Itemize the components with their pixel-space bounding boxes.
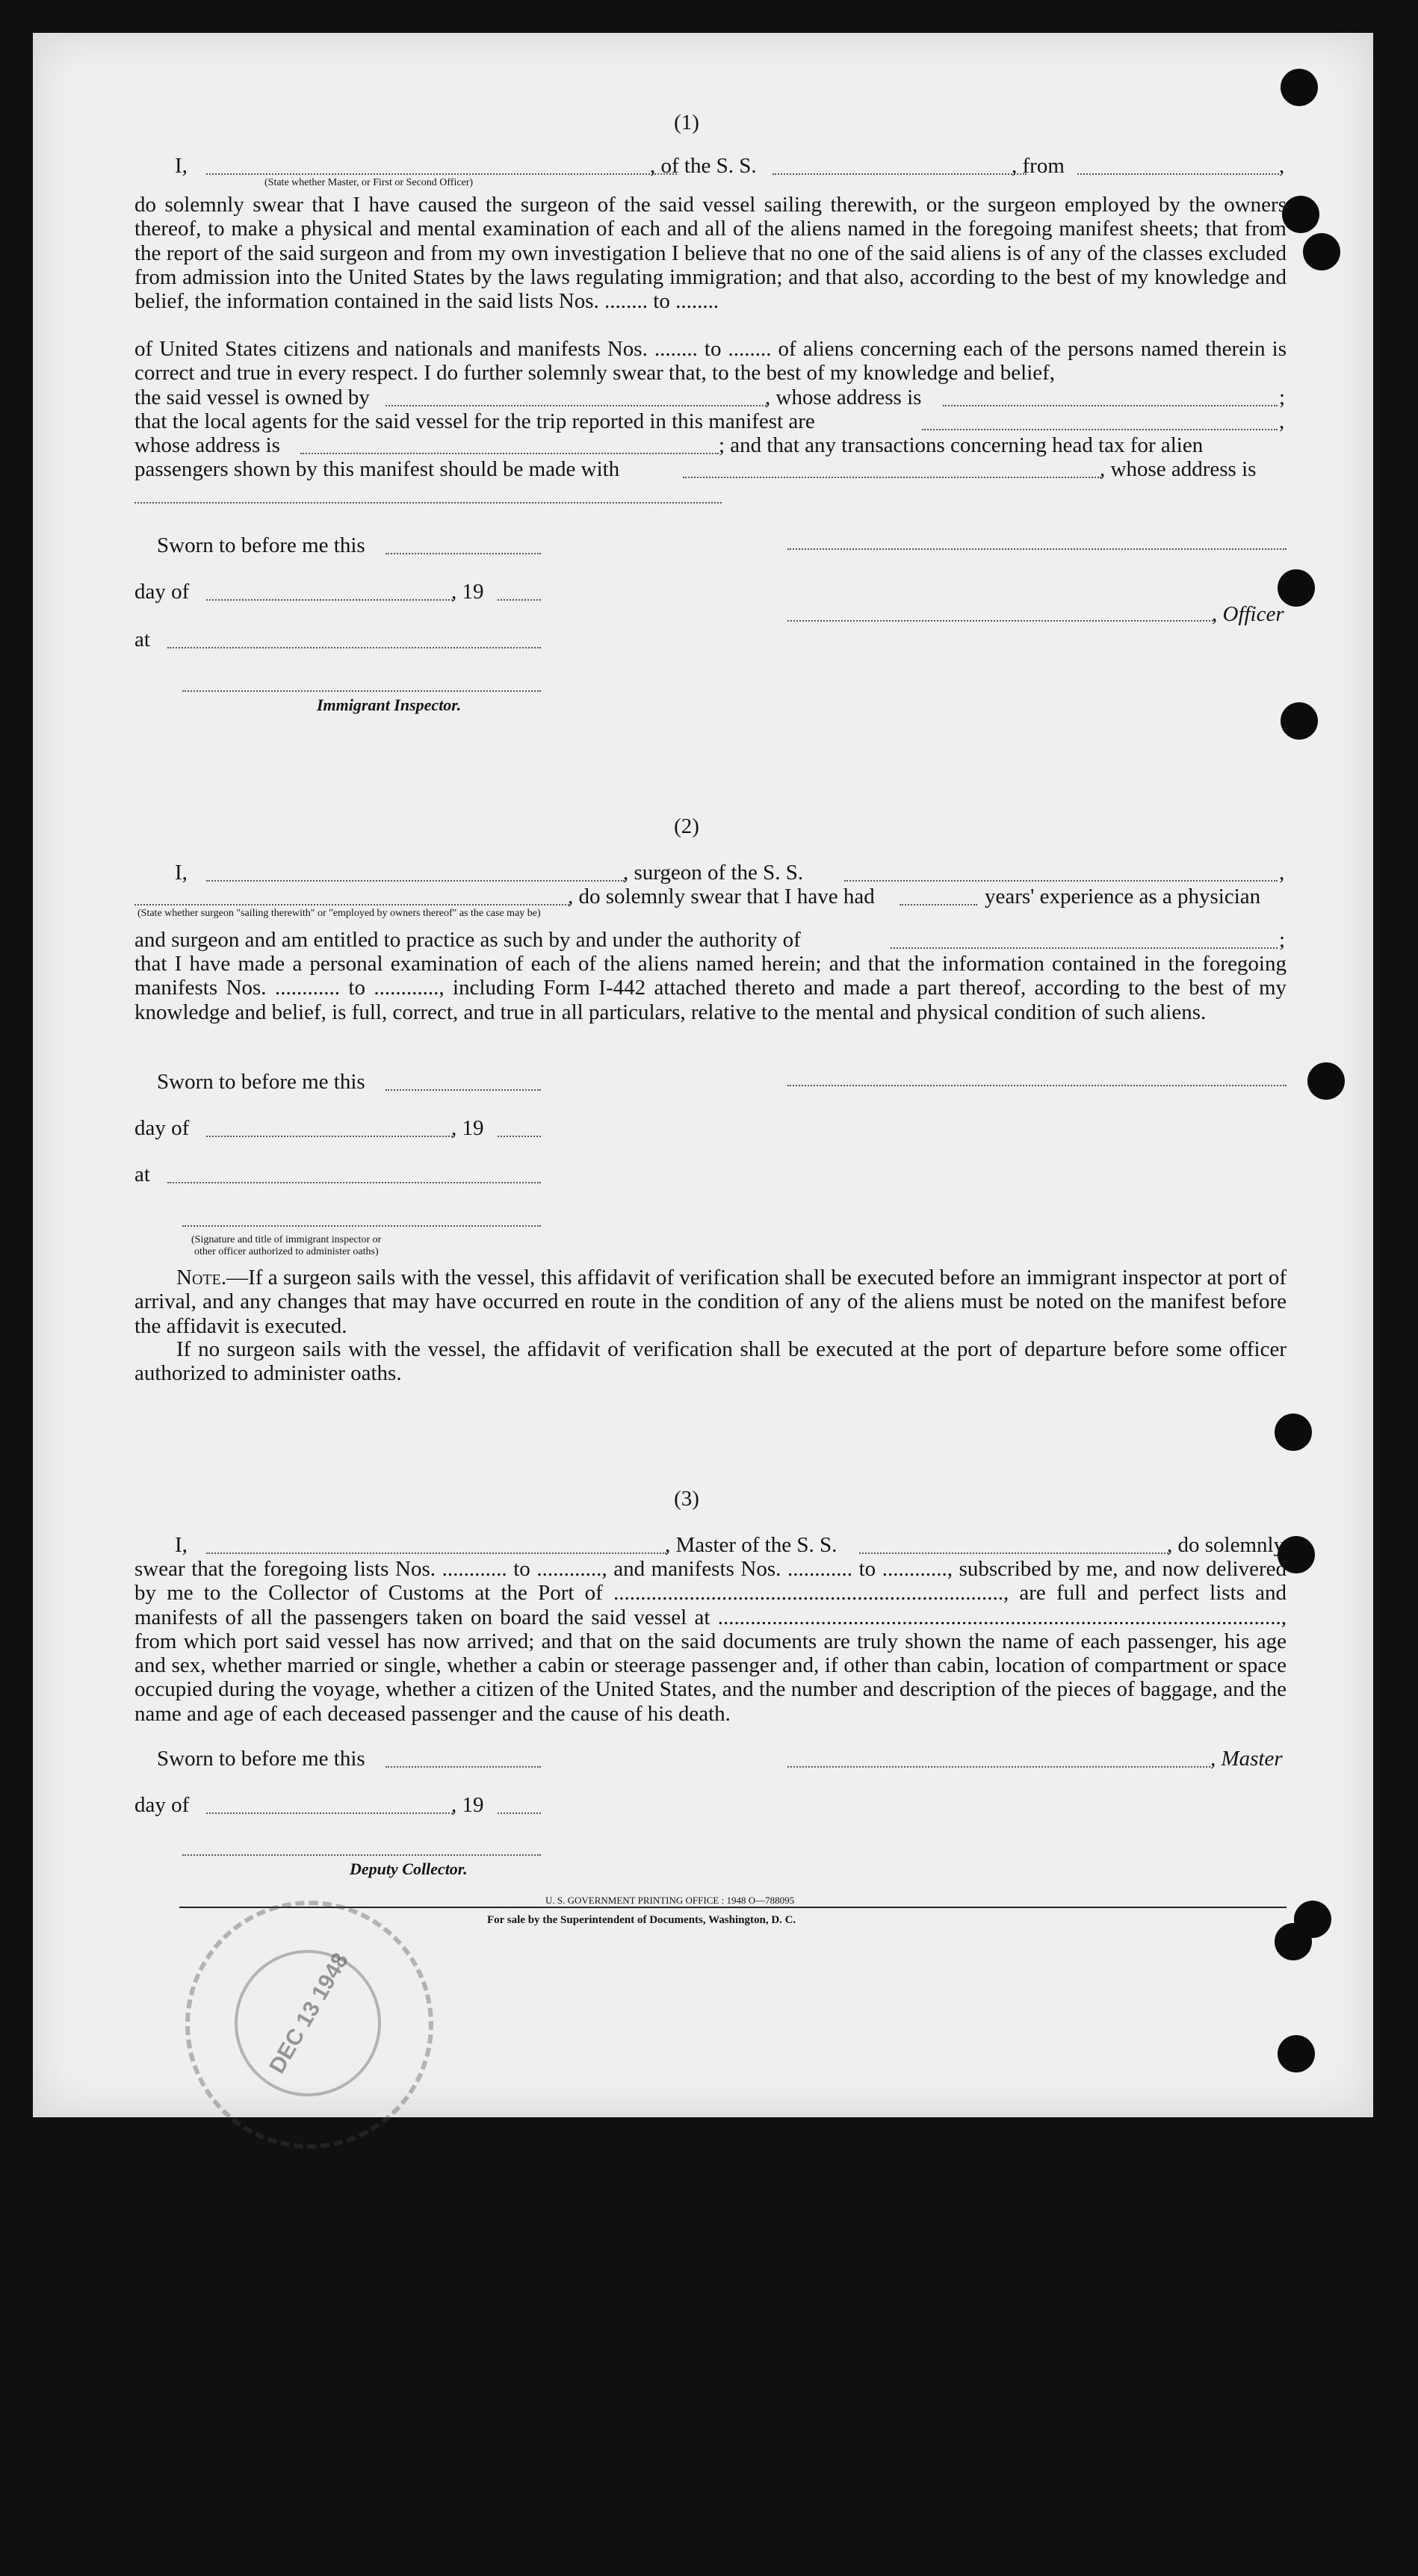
s1-head-tax-address-field[interactable] bbox=[134, 502, 722, 504]
s1-agents-field[interactable] bbox=[922, 429, 1278, 430]
s2-note bbox=[134, 1266, 1287, 1337]
s3-sworn-day-field[interactable] bbox=[386, 1766, 541, 1768]
s2-month-field[interactable] bbox=[206, 1136, 453, 1137]
s3-day-of: day of bbox=[134, 1793, 190, 1817]
s1-paragraph-2: of United States citizens and nationals and manifests Nos. ........ to ........ of aliens concerning each of the persons named therein is correct and true in every respect. I do further solemnly swear that, to the best of my knowledge and belief, bbox=[134, 337, 1287, 386]
s2-vessel-field[interactable] bbox=[844, 880, 1278, 882]
s2-note-text: —If a surgeon sails with the vessel, this affidavit of verification shall be executed before an immigrant inspector at port of arrival, and any changes that may have occurred en route in the condition of any of the aliens must be noted on the manifest before the affidavit is executed. bbox=[134, 1266, 1287, 1338]
s1-from: , from bbox=[1012, 154, 1065, 178]
s1-vessel-field[interactable] bbox=[773, 173, 1027, 175]
s1-agents: that the local agents for the said vessel for the trip reported in this manifest are bbox=[134, 409, 815, 433]
s2-sworn-day-field[interactable] bbox=[386, 1089, 541, 1091]
s3-year: , 19 bbox=[451, 1793, 484, 1817]
s3-year-field[interactable] bbox=[498, 1812, 541, 1814]
s2-surgeon-of: , surgeon of the S. S. bbox=[623, 861, 804, 885]
punch-hole bbox=[1281, 702, 1318, 740]
s1-year: , 19 bbox=[451, 580, 484, 604]
printing-office-line: U. S. GOVERNMENT PRINTING OFFICE : 1948 O—788095 bbox=[545, 1895, 795, 1906]
s2-year-field[interactable] bbox=[498, 1136, 541, 1137]
s2-line-i: I, bbox=[175, 861, 188, 885]
s3-deputy-signature-field[interactable] bbox=[182, 1854, 541, 1856]
s2-semicolon: ; bbox=[1279, 928, 1286, 952]
s1-comma-2: , bbox=[1279, 409, 1285, 433]
s2-at-field[interactable] bbox=[167, 1182, 541, 1183]
s1-officer-label: , Officer bbox=[1212, 602, 1284, 626]
s2-note-label: Note. bbox=[176, 1266, 227, 1289]
s3-solemnly: , do solemnly bbox=[1167, 1533, 1285, 1557]
stamp-date: DEC 13 1948 bbox=[264, 1948, 353, 2078]
s1-month-field[interactable] bbox=[206, 599, 453, 601]
s1-sworn: Sworn to before me this bbox=[157, 533, 365, 557]
section-1-number: (1) bbox=[674, 111, 699, 134]
s1-day-of: day of bbox=[134, 580, 190, 604]
receiving-stamp bbox=[185, 1901, 433, 2149]
s3-sworn: Sworn to before me this bbox=[157, 1747, 365, 1771]
s1-whose-address-line: whose address is bbox=[134, 433, 280, 457]
s2-comma: , bbox=[1279, 861, 1285, 885]
s2-surgeon-signature-field[interactable] bbox=[787, 1085, 1287, 1086]
s2-caption: (State whether surgeon "sailing therewith" or "employed by owners thereof" as the case may be) bbox=[137, 908, 541, 919]
s1-agents-address-field[interactable] bbox=[300, 453, 719, 454]
s1-of-ss: , of the S. S. bbox=[650, 154, 757, 178]
s2-day-of: day of bbox=[134, 1116, 190, 1140]
s1-semicolon: ; bbox=[1279, 386, 1286, 409]
s2-authority: and surgeon and am entitled to practice as such by and under the authority of bbox=[134, 928, 801, 952]
s1-paragraph-1: do solemnly swear that I have caused the surgeon of the said vessel sailing therewith, or the surgeon employed by the owners thereof, to make a physical and mental examination of each and all of the aliens named in the foregoing manifest sheets; that from the report of the said surgeon and from my own investigation I believe that no one of the said aliens is of any of the classes excluded from admission into the United States by the laws regulating immigration; and that also, according to the best of my knowledge and belief, the information contained in the said lists Nos. ........ to ........ bbox=[134, 193, 1287, 314]
s1-at: at bbox=[134, 628, 150, 651]
s1-line-i: I, bbox=[175, 154, 188, 178]
s1-at-field[interactable] bbox=[167, 647, 541, 648]
s3-deputy-label: Deputy Collector. bbox=[350, 1860, 468, 1878]
s2-sig-caption-2: other officer authorized to administer oaths) bbox=[194, 1246, 379, 1257]
s1-whose-address-end: , whose address is bbox=[1100, 457, 1257, 481]
s2-year: , 19 bbox=[451, 1116, 484, 1140]
s1-whose-address: , whose address is bbox=[765, 386, 922, 409]
punch-hole bbox=[1278, 2035, 1315, 2072]
s1-officer-rank-field[interactable] bbox=[206, 173, 677, 175]
s1-comma: , bbox=[1279, 154, 1285, 178]
s1-sworn-day-field[interactable] bbox=[386, 553, 541, 554]
punch-hole bbox=[1282, 196, 1319, 233]
s3-master-signature-field[interactable] bbox=[787, 1766, 1210, 1768]
s2-swear: , do solemnly swear that I have had bbox=[568, 885, 875, 908]
punch-hole bbox=[1275, 1414, 1312, 1451]
s1-owner-field[interactable] bbox=[386, 405, 767, 406]
punch-hole bbox=[1303, 233, 1340, 270]
s2-sig-caption-1: (Signature and title of immigrant inspector or bbox=[191, 1234, 382, 1245]
s3-month-field[interactable] bbox=[206, 1812, 453, 1814]
s2-surgeon-name-field[interactable] bbox=[206, 880, 625, 882]
s2-years: years' experience as a physician bbox=[985, 885, 1261, 908]
punch-hole bbox=[1281, 69, 1318, 106]
s3-line-i: I, bbox=[175, 1533, 188, 1557]
punch-hole bbox=[1278, 569, 1315, 607]
s3-paragraph: swear that the foregoing lists Nos. ............ to ............, and manifests Nos. ............ to ............, subscribed by me, and now delivered by me to the Collector of Customs at the Port of ........................................................................, are full and perfect lists and manifests of all the passengers taken on board the said vessel at ........................................................................................................, from which port said vessel has now arrived; and that on the said documents are truly shown the name of each passenger, his age and sex, whether married or single, whether a cabin or steerage passenger and, if other than cabin, location of compartment or space occupied during the voyage, whether a citizen of the United States, and the number and description of the pieces of baggage, and the name and age of each deceased passenger and the cause of his death. bbox=[134, 1557, 1287, 1726]
s1-head-tax-agent-field[interactable] bbox=[683, 477, 1101, 478]
punch-hole bbox=[1275, 1923, 1312, 1960]
s1-passengers-line: passengers shown by this manifest should be made with bbox=[134, 457, 620, 481]
s2-authority-field[interactable] bbox=[891, 947, 1278, 949]
s1-head-tax: ; and that any transactions concerning head tax for alien bbox=[719, 433, 1204, 457]
s1-owned-by: the said vessel is owned by bbox=[134, 386, 370, 409]
s2-paragraph: that I have made a personal examination of each of the aliens named herein; and that the information contained in the foregoing manifests Nos. ............ to ............, including Form I-442 attached thereto and made a part thereof, according to the best of my knowledge and belief, is full, correct, and true in all particulars, relative to the mental and physical condition of such aliens. bbox=[134, 952, 1287, 1024]
s2-sworn: Sworn to before me this bbox=[157, 1070, 365, 1094]
s2-surgeon-status-field[interactable] bbox=[134, 904, 569, 905]
s3-vessel-field[interactable] bbox=[859, 1552, 1168, 1554]
s1-inspector-signature-field[interactable] bbox=[182, 690, 541, 692]
s2-at: at bbox=[134, 1162, 150, 1186]
s1-officer-title-field[interactable] bbox=[787, 620, 1213, 622]
punch-hole bbox=[1307, 1062, 1345, 1100]
for-sale-line: For sale by the Superintendent of Documents, Washington, D. C. bbox=[487, 1914, 796, 1926]
s1-year-field[interactable] bbox=[498, 599, 541, 601]
s1-owner-address-field[interactable] bbox=[943, 405, 1278, 406]
section-2-number: (2) bbox=[674, 814, 699, 838]
s1-caption: (State whether Master, or First or Second Officer) bbox=[264, 177, 474, 188]
s2-years-field[interactable] bbox=[900, 904, 977, 905]
s3-master-of: , Master of the S. S. bbox=[665, 1533, 838, 1557]
form-page bbox=[33, 33, 1373, 2117]
s2-note-2: If no surgeon sails with the vessel, the affidavit of verification shall be executed at the port of departure before some officer authorized to administer oaths. bbox=[134, 1337, 1287, 1386]
s3-master-label: , Master bbox=[1210, 1747, 1283, 1771]
s1-inspector-label: Immigrant Inspector. bbox=[317, 696, 462, 714]
s1-officer-signature-field[interactable] bbox=[787, 548, 1287, 550]
s2-inspector-signature-field[interactable] bbox=[182, 1225, 541, 1227]
s3-master-name-field[interactable] bbox=[206, 1552, 666, 1554]
s1-from-field[interactable] bbox=[1077, 173, 1279, 175]
section-3-number: (3) bbox=[674, 1487, 699, 1511]
